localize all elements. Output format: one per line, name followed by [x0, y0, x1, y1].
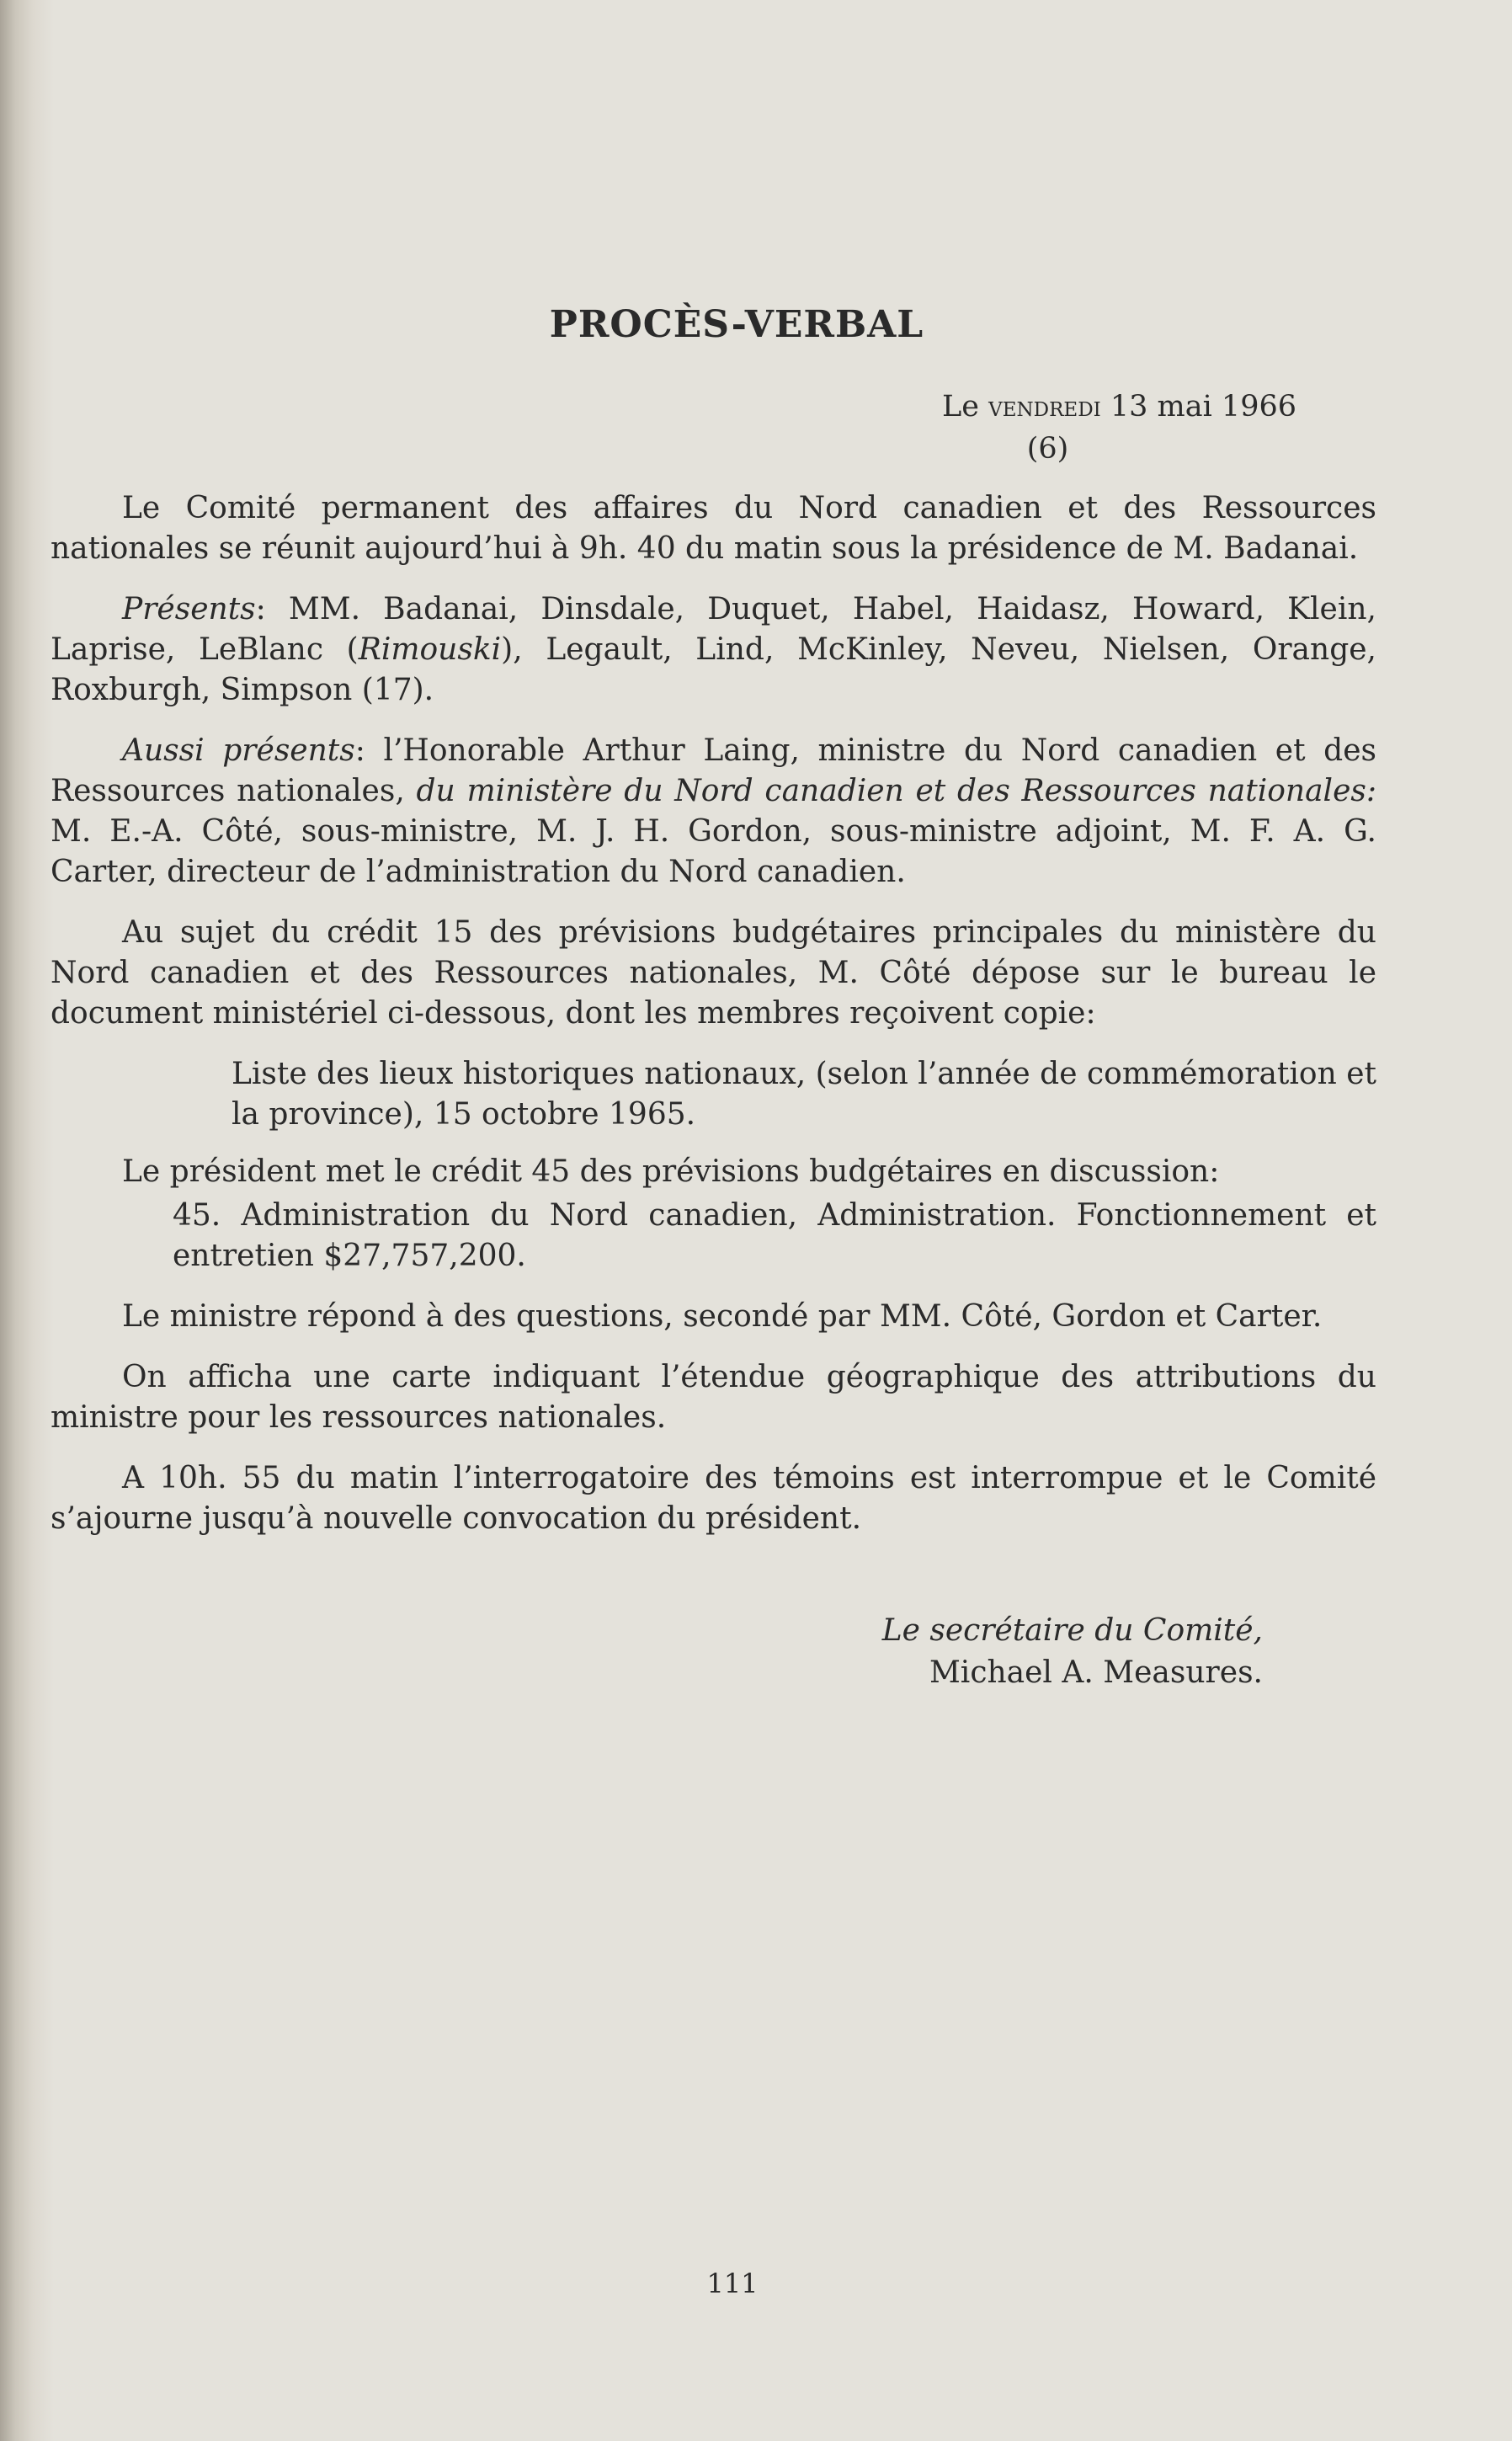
also-present-text-end: M. E.-A. Côté, sous-ministre, M. J. H. Gordon, sous-ministre adjoint, M. F. A. G. Carter, directeur de l’administration du Nord canadien.: [51, 814, 1376, 889]
present-text: : MM. Badanai, Dinsdale, Duquet, Habel, Haidasz, Howard, Klein, Laprise, LeBlanc (: [51, 592, 1376, 667]
present-riding: Rimouski: [358, 632, 502, 667]
meeting-date-block: [942, 386, 1296, 470]
paragraph-credit-45: Le président met le crédit 45 des prévisions budgétaires en discussion:: [122, 1154, 1220, 1189]
credit-45-quote: 45. Administration du Nord canadien, Administration. Fonctionnement et entretien $27,757,200.: [173, 1198, 1376, 1273]
signature-block: [882, 1610, 1263, 1694]
date-prefix: Le: [942, 390, 979, 424]
book-spine-shadow: [0, 0, 54, 2441]
minutes-body: [51, 488, 1376, 1559]
tabled-document-quote: Liste des lieux historiques nationaux, (selon l’année de commémoration et la province), 15 octobre 1965.: [232, 1057, 1376, 1132]
paragraph-minister-answers: Le ministre répond à des questions, secondé par MM. Côté, Gordon et Carter.: [122, 1299, 1323, 1334]
signature-role-text: Le secrétaire du Comité,: [881, 1613, 1263, 1648]
present-label: Présents: [122, 592, 256, 626]
present-text-end: ), Legault, Lind, McKinley, Neveu, Nielsen, Orange, Roxburgh, Simpson (17).: [51, 632, 1376, 707]
meeting-number: (6): [1026, 432, 1069, 466]
paragraph-map: On afficha une carte indiquant l’étendue géographique des attributions du ministre pour les ressources nationales.: [51, 1360, 1376, 1435]
date-day: vendredi: [988, 390, 1101, 423]
paragraph-present-members: [51, 589, 1376, 711]
also-present-text: : l’Honorable Arthur Laing, ministre du Nord canadien et des Ressources nationales,: [51, 733, 1376, 808]
meeting-date: [942, 386, 1296, 428]
signature-name: Michael A. Measures.: [929, 1655, 1263, 1690]
date-rest: 13 mai 1966: [1110, 390, 1296, 424]
also-present-label: Aussi présents: [122, 733, 355, 768]
document-page: [51, 0, 1398, 2441]
paragraph-credit-15: Au sujet du crédit 15 des prévisions budgétaires principales du ministère du Nord canadien et des Ressources nationales, M. Côté dépose sur le bureau le document ministériel ci-dessous, dont les membres reçoivent copie:: [51, 915, 1376, 1031]
signature-role: [882, 1610, 1263, 1652]
paragraph-also-present: [51, 731, 1376, 893]
also-present-department: du ministère du Nord canadien et des Ressources nationales:: [416, 774, 1376, 808]
page-number: 111: [706, 2268, 759, 2300]
paragraph-opening: Le Comité permanent des affaires du Nord canadien et des Ressources nationales se réunit aujourd’hui à 9h. 40 du matin sous la présidence de M. Badanai.: [51, 491, 1376, 566]
paragraph-adjournment: A 10h. 55 du matin l’interrogatoire des témoins est interrompue et le Comité s’ajourne jusqu’à nouvelle convocation du président.: [51, 1461, 1376, 1536]
page-title: PROCÈS-VERBAL: [549, 303, 924, 346]
